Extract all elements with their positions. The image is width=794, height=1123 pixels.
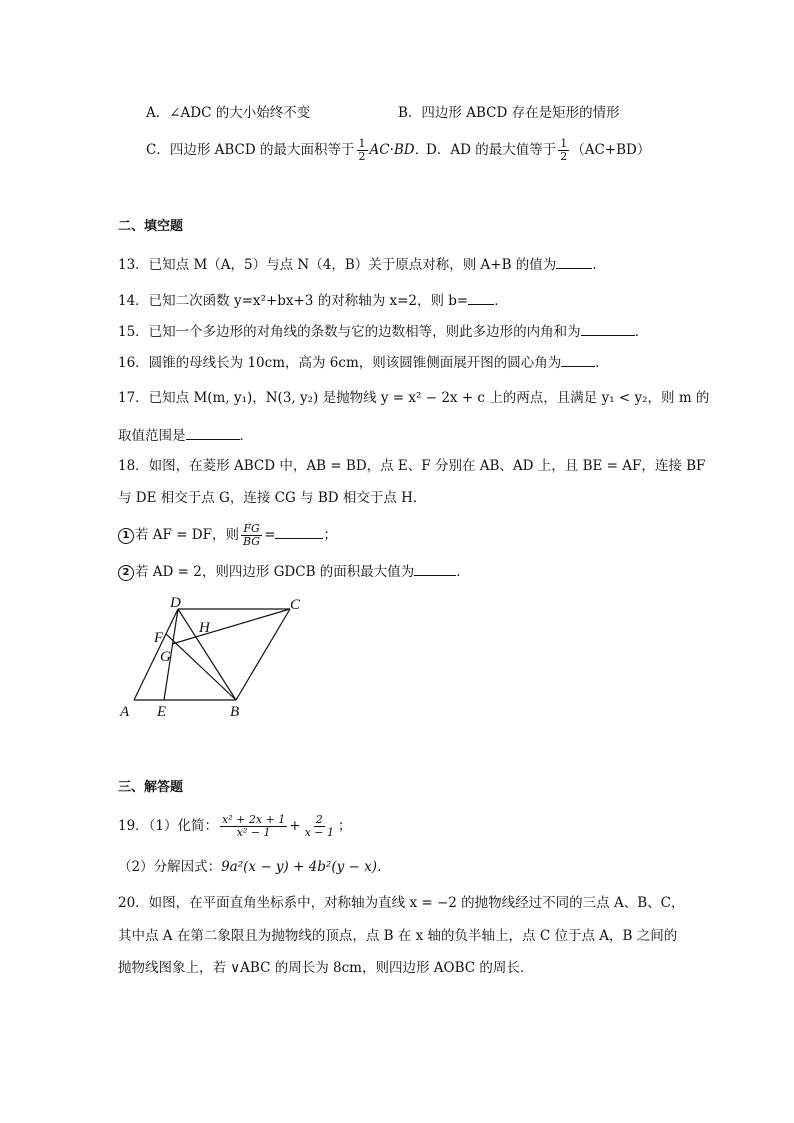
answer-blank [186,425,240,440]
option-b [398,103,620,123]
section-title-solutions: 三、解答题 [118,780,184,795]
section-title-fill-blank: 二、填空题 [118,219,184,234]
label-c: C [290,597,301,613]
option-b-text: 四边形 ABCD 存在是矩形的情形 [421,105,620,121]
option-d-text: AD 的最大值等于 [450,142,557,158]
question-15: 15．已知一个多边形的对角线的条数与它的边数相等，则此多边形的内角和为 ． [118,321,648,342]
circled-number: 1 [118,528,134,544]
question-20-line2: 其中点 A 在第二象限且为抛物线的顶点，点 B 在 x 轴的负半轴上，点 C 位于点 A，B 之间的 [118,928,678,944]
question-20-line1: 20．如图，在平面直角坐标系中，对称轴为直线 x = −2 的抛物线经过不同的三点 A、B、C， [118,895,685,911]
option-c-label: C． [146,142,170,158]
answer-blank [414,561,456,576]
option-a-text: ∠ADC 的大小始终不变 [169,105,311,121]
question-13: 13．已知点 M（A，5）与点 N（4，B）关于原点对称，则 A+B 的值为 ． [118,254,606,275]
label-g: G [160,649,171,665]
label-h: H [199,620,210,636]
segment-bf [166,634,236,700]
answer-blank [561,352,595,367]
answer-blank [556,254,592,269]
option-c-tail: AC·BD． [369,142,429,158]
rhombus-figure [110,590,330,722]
circled-number: 2 [118,565,134,581]
option-d-tail: （AC+BD） [571,142,651,158]
fraction-1: $\frac{\text{x² + 2x + 1}}{\text{x² − 1}}$ [222,813,286,839]
option-c [146,138,428,163]
question-14: 14．已知二次函数 y=x²+bx+3 的对称轴为 x=2，则 b= ． [118,290,508,311]
question-18-part1: 1 若 AF = DF，则 $\frac{FG}{BG}$ = ； [118,523,337,548]
question-19-part2: （2）分解因式：9a²(x − y) + 4b²(y − x)． [118,859,391,875]
answer-blank [468,290,494,305]
option-b-label: B． [398,105,422,121]
option-a [146,103,310,123]
label-f: F [154,630,164,646]
fraction-half: $\frac{1}{2}$ [358,137,366,163]
fraction-fg-bg: $\frac{FG}{BG}$ [243,522,261,548]
option-a-label: A． [146,105,170,121]
option-c-text: 四边形 ABCD 的最大面积等于 [169,142,355,158]
question-19-part1: 19．（1）化简： $\frac{\text{x² + 2x + 1}}{\text{x² − 1}}$ + $\frac{2}{x - 1}$ ； [118,813,352,839]
answer-blank [581,321,635,336]
fraction-half: $\frac{1}{2}$ [560,137,568,163]
option-d [426,138,650,163]
fraction-2: $\frac{2}{x - 1}$ [304,813,334,839]
question-18-cont: 与 DE 相交于点 G，连接 CG 与 BD 相交于点 H． [118,490,427,506]
label-b: B [230,704,240,720]
option-d-label: D． [426,142,451,158]
label-e: E [157,704,167,720]
question-17: 17．已知点 M(m, y₁)，N(3, y₂) 是抛物线 y = x² − 2x + c 上的两点，且满足 y₁ < y₂，则 m 的 [118,390,710,406]
question-16: 16．圆锥的母线长为 10cm，高为 6cm，则该圆锥侧面展开图的圆心角为 ． [118,352,609,373]
label-d: D [170,595,181,611]
answer-blank [275,524,323,539]
label-a: A [120,704,130,720]
question-18: 18．如图，在菱形 ABCD 中，AB = BD，点 E、F 分别在 AB、AD 上，且 BE = AF，连接 BF [118,458,706,474]
question-17-cont: 取值范围是 ． [118,425,253,446]
question-18-part2: 2 若 AD = 2，则四边形 GDCB 的面积最大值为 ． [118,561,470,582]
question-20-line3: 抛物线图象上，若 ∨ABC 的周长为 8cm，则四边形 AOBC 的周长． [118,960,534,976]
